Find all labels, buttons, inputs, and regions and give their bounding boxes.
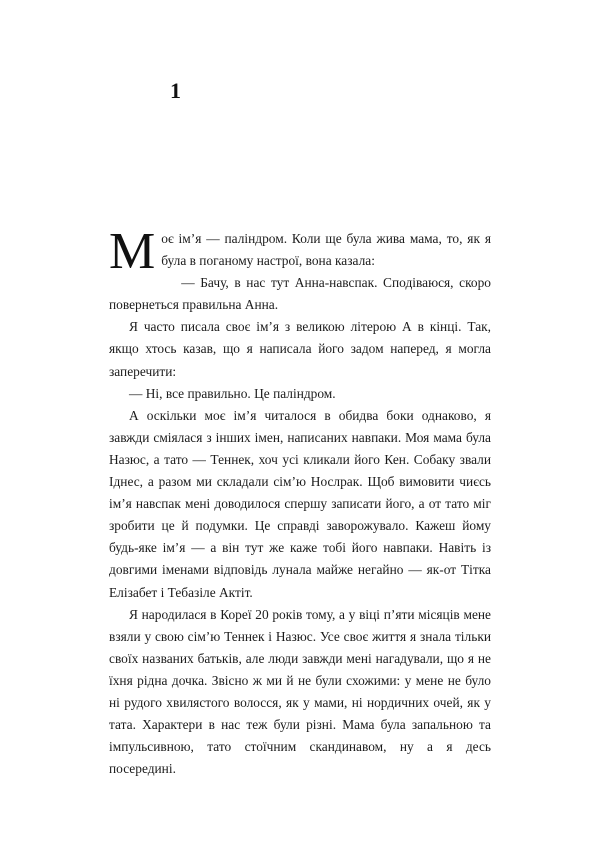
paragraph xyxy=(109,272,491,316)
chapter-number: 1 xyxy=(170,78,181,103)
paragraph-text: оє ім’я — паліндром. Коли ще була жива мама, то, як я була в поганому настрої, вона казала: xyxy=(161,231,491,269)
paragraph-text: — Бачу, в нас тут Анна-навспак. Сподіваюся, скоро повернеться правильна Анна. xyxy=(109,275,491,313)
paragraph-text: Я часто писала своє ім’я з великою літерою А в кінці. Так, якщо хтось казав, що я написала його задом наперед, я могла заперечити: xyxy=(109,319,491,379)
paragraph xyxy=(109,383,491,405)
drop-cap: М xyxy=(109,223,156,280)
paragraph-text: Я народилася в Кореї 20 років тому, а у віці п’яти місяців мене взяли у свою сім’ю Теннек і Назюс. Усе своє життя я знала тільки своїх названих батьків, але люди завжди мені нагадували, що я не їхня рідна дочка. Звісно ж ми й не були схожими: у мене не було ні рудого хвилястого волосся, як у мами, ні нордичних очей, як у тата. Характери в нас теж були різні. Мама була запальною та імпульсивною, тато стоїчним скандинавом, ну а я десь посередині. xyxy=(109,606,491,777)
paragraph xyxy=(109,604,491,781)
body-text-block xyxy=(109,223,491,780)
paragraph xyxy=(109,223,491,280)
paragraph-text: — Ні, все правильно. Це паліндром. xyxy=(129,385,336,401)
paragraph-text: А оскільки моє ім’я читалося в обидва боки однаково, я завжди сміялася з інших імен, написаних навпаки. Моя мама була Назюс, а тато — Теннек, хоч усі кликали його Кен. Собаку звали Іднес, а разом ми складали сім’ю Нослрак. Щоб вимовити чиєсь ім’я навспак мені доводилося спершу записати його, а от тато міг зробити це й подумки. Це справді заворожувало. Кажеш йому будь-яке ім’я — а він тут же каже тобі його навпаки. Навіть із довгими іменами відповідь лунала майже негайно — як-от Тітка Елізабет і Тебазіле Актіт. xyxy=(109,407,491,600)
paragraph xyxy=(109,405,491,604)
paragraph xyxy=(109,316,491,382)
